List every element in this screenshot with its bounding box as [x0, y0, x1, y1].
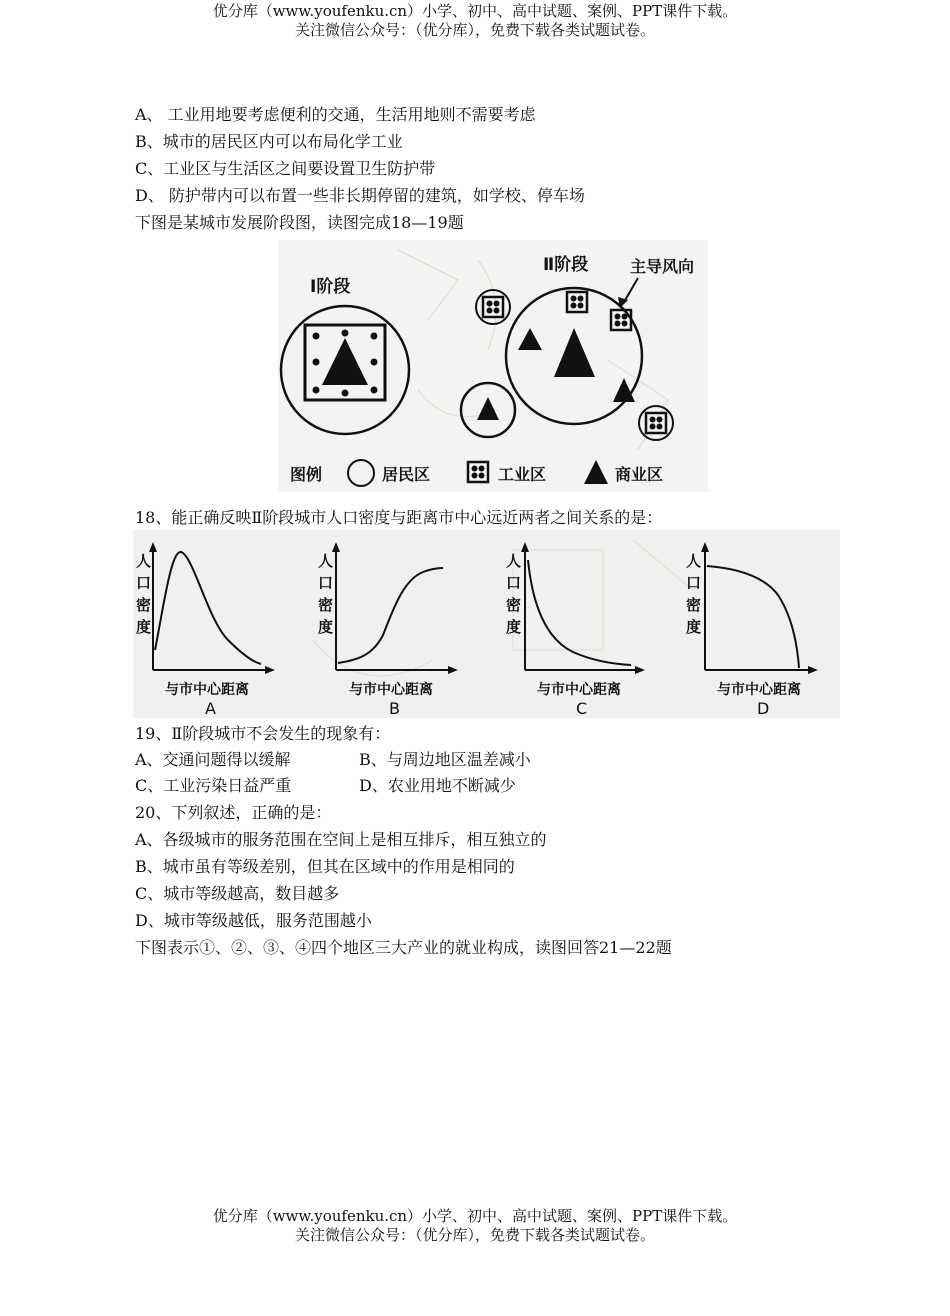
q20-option-b: B、城市虽有等级差别，但其在区域中的作用是相同的: [135, 857, 515, 876]
panel-b-ylabel-4: 度: [318, 618, 334, 636]
footer-line-2: 关注微信公众号：（优分库），免费下载各类试题试卷。: [294, 1226, 655, 1244]
q19-option-a: A、交通问题得以缓解: [135, 750, 291, 769]
curve-a: [155, 552, 261, 664]
background-texture: [313, 540, 693, 676]
footer-line-1: 优分库（www.youfenku.cn）小学、初中、高中试题、案例、PPT课件下载。: [212, 1207, 738, 1225]
q17-option-c: C、工业区与生活区之间要设置卫生防护带: [135, 159, 436, 178]
panel-a-ylabel-4: 度: [136, 618, 152, 636]
panel-a: [136, 542, 275, 718]
curve-b: [338, 568, 443, 663]
q20-option-d: D、城市等级越低，服务范围越小: [135, 911, 372, 930]
panel-d-xlabel: 与市中心距离: [717, 682, 801, 698]
stage1-label: Ⅰ阶段: [310, 277, 351, 297]
wind-direction-label: 主导风向: [630, 257, 695, 276]
legend-commercial-label: 商业区: [615, 465, 664, 484]
panel-a-xlabel: 与市中心距离: [165, 682, 249, 698]
density-curves-diagram: [133, 530, 840, 718]
legend-commercial-icon: [584, 460, 608, 484]
page-footer: [0, 1207, 950, 1245]
panel-a-ylabel-3: 密: [136, 596, 152, 614]
panel-b: [318, 542, 458, 718]
legend-residential-icon: [348, 460, 374, 486]
panel-a-ylabel-1: 人: [136, 552, 152, 570]
intro-21-22: 下图表示①、②、③、④四个地区三大产业的就业构成，读图回答21—22题: [135, 938, 672, 957]
panel-b-ylabel-2: 口: [318, 574, 334, 592]
panel-a-letter: A: [205, 699, 216, 718]
panel-b-xlabel: 与市中心距离: [349, 682, 433, 698]
page-header: [0, 2, 950, 40]
question-19-row-2: [135, 776, 516, 796]
stage2-label: Ⅱ阶段: [543, 255, 589, 275]
question-19-row-1: [135, 750, 531, 770]
panel-d-ylabel-2: 口: [686, 574, 702, 592]
panel-c-ylabel-4: 度: [506, 618, 522, 636]
panel-d-ylabel-1: 人: [686, 552, 702, 570]
panel-d-letter: D: [757, 699, 770, 718]
q19-option-c: C、工业污染日益严重: [135, 776, 292, 795]
q20-option-a: A、各级城市的服务范围在空间上是相互排斥，相互独立的: [135, 830, 547, 849]
curve-d: [707, 566, 799, 668]
q17-option-a: A、 工业用地要考虑便利的交通，生活用地则不需要考虑: [135, 105, 536, 124]
q20-option-c: C、城市等级越高，数目越多: [135, 884, 340, 903]
stage2-commercial-left: [518, 328, 542, 350]
density-curves-figure: [133, 530, 840, 718]
panel-c-ylabel-2: 口: [506, 574, 522, 592]
panel-d-ylabel-4: 度: [686, 618, 702, 636]
city-stage-figure: [278, 240, 708, 492]
stage2-satellite-commercial: [477, 397, 499, 420]
city-stage-diagram: [278, 240, 708, 492]
panel-c-xlabel: 与市中心距离: [537, 682, 621, 698]
wind-arrow: [624, 278, 638, 302]
panel-c: [506, 542, 645, 718]
panel-d: [686, 542, 818, 718]
question-19-stem: 19、Ⅱ阶段城市不会发生的现象有：: [135, 724, 391, 743]
q17-option-d: D、 防护带内可以布置一些非长期停留的建筑，如学校、停车场: [135, 186, 585, 205]
q19-option-d: D、农业用地不断减少: [359, 776, 516, 795]
header-line-2: 关注微信公众号：（优分库），免费下载各类试题试卷。: [294, 21, 655, 39]
intro-18-19: 下图是某城市发展阶段图，读图完成18—19题: [135, 213, 464, 232]
header-line-1: 优分库（www.youfenku.cn）小学、初中、高中试题、案例、PPT课件下载。: [212, 2, 738, 20]
legend-industrial-icon: [468, 462, 488, 482]
panel-b-letter: B: [389, 699, 400, 718]
panel-b-ylabel-1: 人: [318, 552, 334, 570]
q17-option-b: B、城市的居民区内可以布局化学工业: [135, 132, 403, 151]
legend-residential-label: 居民区: [382, 465, 431, 484]
panel-b-ylabel-3: 密: [318, 596, 334, 614]
question-20-stem: 20、下列叙述，正确的是：: [135, 803, 332, 822]
panel-c-ylabel-3: 密: [506, 596, 522, 614]
panel-a-ylabel-2: 口: [136, 574, 152, 592]
panel-c-letter: C: [576, 699, 588, 718]
curve-c: [528, 560, 631, 665]
legend-title: 图例: [290, 465, 323, 484]
stage2-central-commercial: [554, 328, 595, 377]
q19-option-b: B、与周边地区温差减小: [359, 750, 531, 769]
stage1-commercial-triangle: [322, 338, 368, 385]
legend-industrial-label: 工业区: [498, 465, 547, 484]
panel-d-ylabel-3: 密: [686, 596, 702, 614]
panel-c-ylabel-1: 人: [506, 552, 522, 570]
question-18: 18、能正确反映Ⅱ阶段城市人口密度与距离市中心远近两者之间关系的是：: [135, 508, 663, 527]
